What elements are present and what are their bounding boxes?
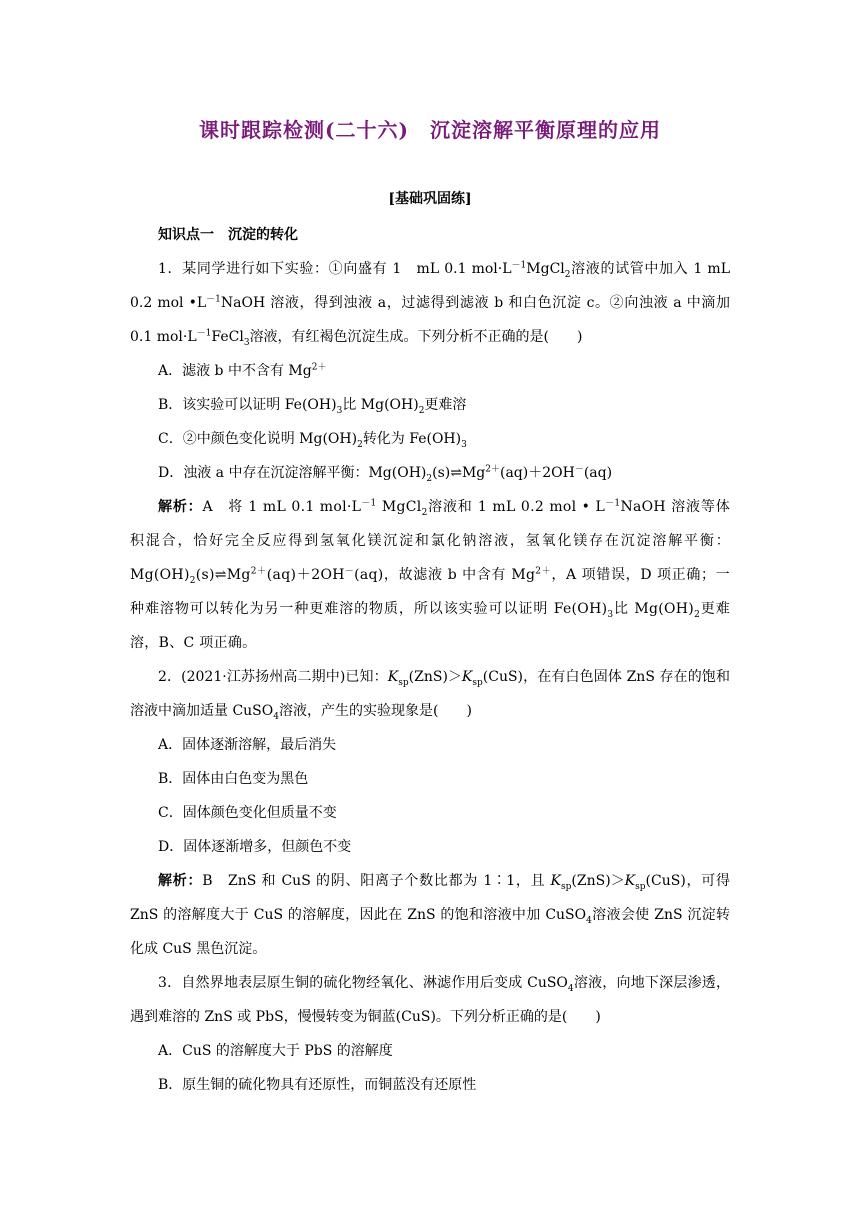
question-2-option-c: C．固体颜色变化但质量不变: [158, 805, 337, 821]
question-1-option-d: D．浊液 a 中存在沉淀溶解平衡：$Mg(OH)_2(s)\rightleftharpoons Mg^{2+}(aq)+2OH^-(aq)$: [158, 464, 613, 484]
knowledge-point-heading: 知识点一 沉淀的转化: [158, 227, 298, 243]
question-2-option-d: D．固体逐渐增多，但颜色不变: [158, 839, 352, 855]
question-1-stem: 1．某同学进行如下实验：①向盛有 1 mL 0.1 $mol\cdot L^{-1}MgCl_2$溶液的试管中加入 1 mL 0.2 mol $•L^{-1}NaOH$ 溶液，得到浊液 a，过滤得到滤液 b 和白色沉淀 c。②向浊液 a 中滴加 0.1 $mol\cdot L^{-1}FeCl_3$溶液，有红褐色沉淀生成。下列分析不正确的是( ): [130, 260, 730, 348]
page-title: 课时跟踪检测(二十六) 沉淀溶解平衡原理的应用: [199, 118, 661, 142]
question-2-option-b: B．固体由白色变为黑色: [158, 771, 309, 787]
section-heading: [基础巩固练]: [388, 191, 472, 207]
question-3-option-a: A．CuS 的溶解度大于 PbS 的溶解度: [158, 1043, 393, 1059]
question-2-option-a: A．固体逐渐溶解，最后消失: [158, 737, 337, 753]
document-body: [130, 218, 730, 1102]
question-1-option-a: A．滤液 b 中不含有 $Mg^{2+}$: [158, 362, 327, 379]
question-3-option-b: B．原生铜的硫化物具有还原性，而铜蓝没有还原性: [158, 1077, 477, 1093]
question-1-answer: 解析：A 将 1 mL 0.1 $mol\cdot L^{-1}$ MgCl$_2$溶液和 1 mL 0.2 mol • $L^{-1}NaOH$ 溶液等体积混合，恰好完全反应得到氢氧化镁沉淀和氯化钠溶液，氢氧化镁存在沉淀溶解平衡：$Mg(OH)_2(s)\rightleftharpoons Mg^{2+}(aq)+2OH^-(aq)$，故滤液 b 中含有 $Mg^{2+}$，A 项错误，D 项正确；一种难溶物可以转化为另一种更难溶的物质，所以该实验可以证明 $Fe(OH)_3$比 $Mg(OH)_2$更难溶，B、C 项正确。: [130, 498, 731, 651]
question-2-answer: 解析：B ZnS 和 CuS 的阴、阳离子个数比都为 1∶1，且 $K_{sp}(ZnS)>K_{sp}(CuS)$，可得 ZnS 的溶解度大于 CuS 的溶解度，因此在 ZnS 的饱和溶液中加 CuSO$_4$溶液会使 ZnS 沉淀转化成 CuS 黑色沉淀。: [130, 873, 730, 957]
question-3-stem: 3．自然界地表层原生铜的硫化物经氧化、淋滤作用后变成 CuSO$_4$溶液，向地下深层渗透，遇到难溶的 ZnS 或 PbS，慢慢转变为铜蓝(CuS)。下列分析正确的是( ): [130, 975, 731, 1025]
equilibrium-arrow: ⇌: [450, 465, 462, 481]
question-1-option-b: B．该实验可以证明 $Fe(OH)_3$比 $Mg(OH)_2$更难溶: [158, 397, 467, 416]
question-2-stem: 2．(2021·江苏扬州高二期中)已知：$K_{sp}(ZnS)>K_{sp}(CuS)$，在有白色固体 ZnS 存在的饱和溶液中滴加适量 CuSO$_4$溶液，产生的实验现象是( ): [130, 669, 730, 722]
question-1-option-c: C．②中颜色变化说明 $Mg(OH)_2$转化为 $Fe(OH)_3$: [158, 431, 467, 450]
